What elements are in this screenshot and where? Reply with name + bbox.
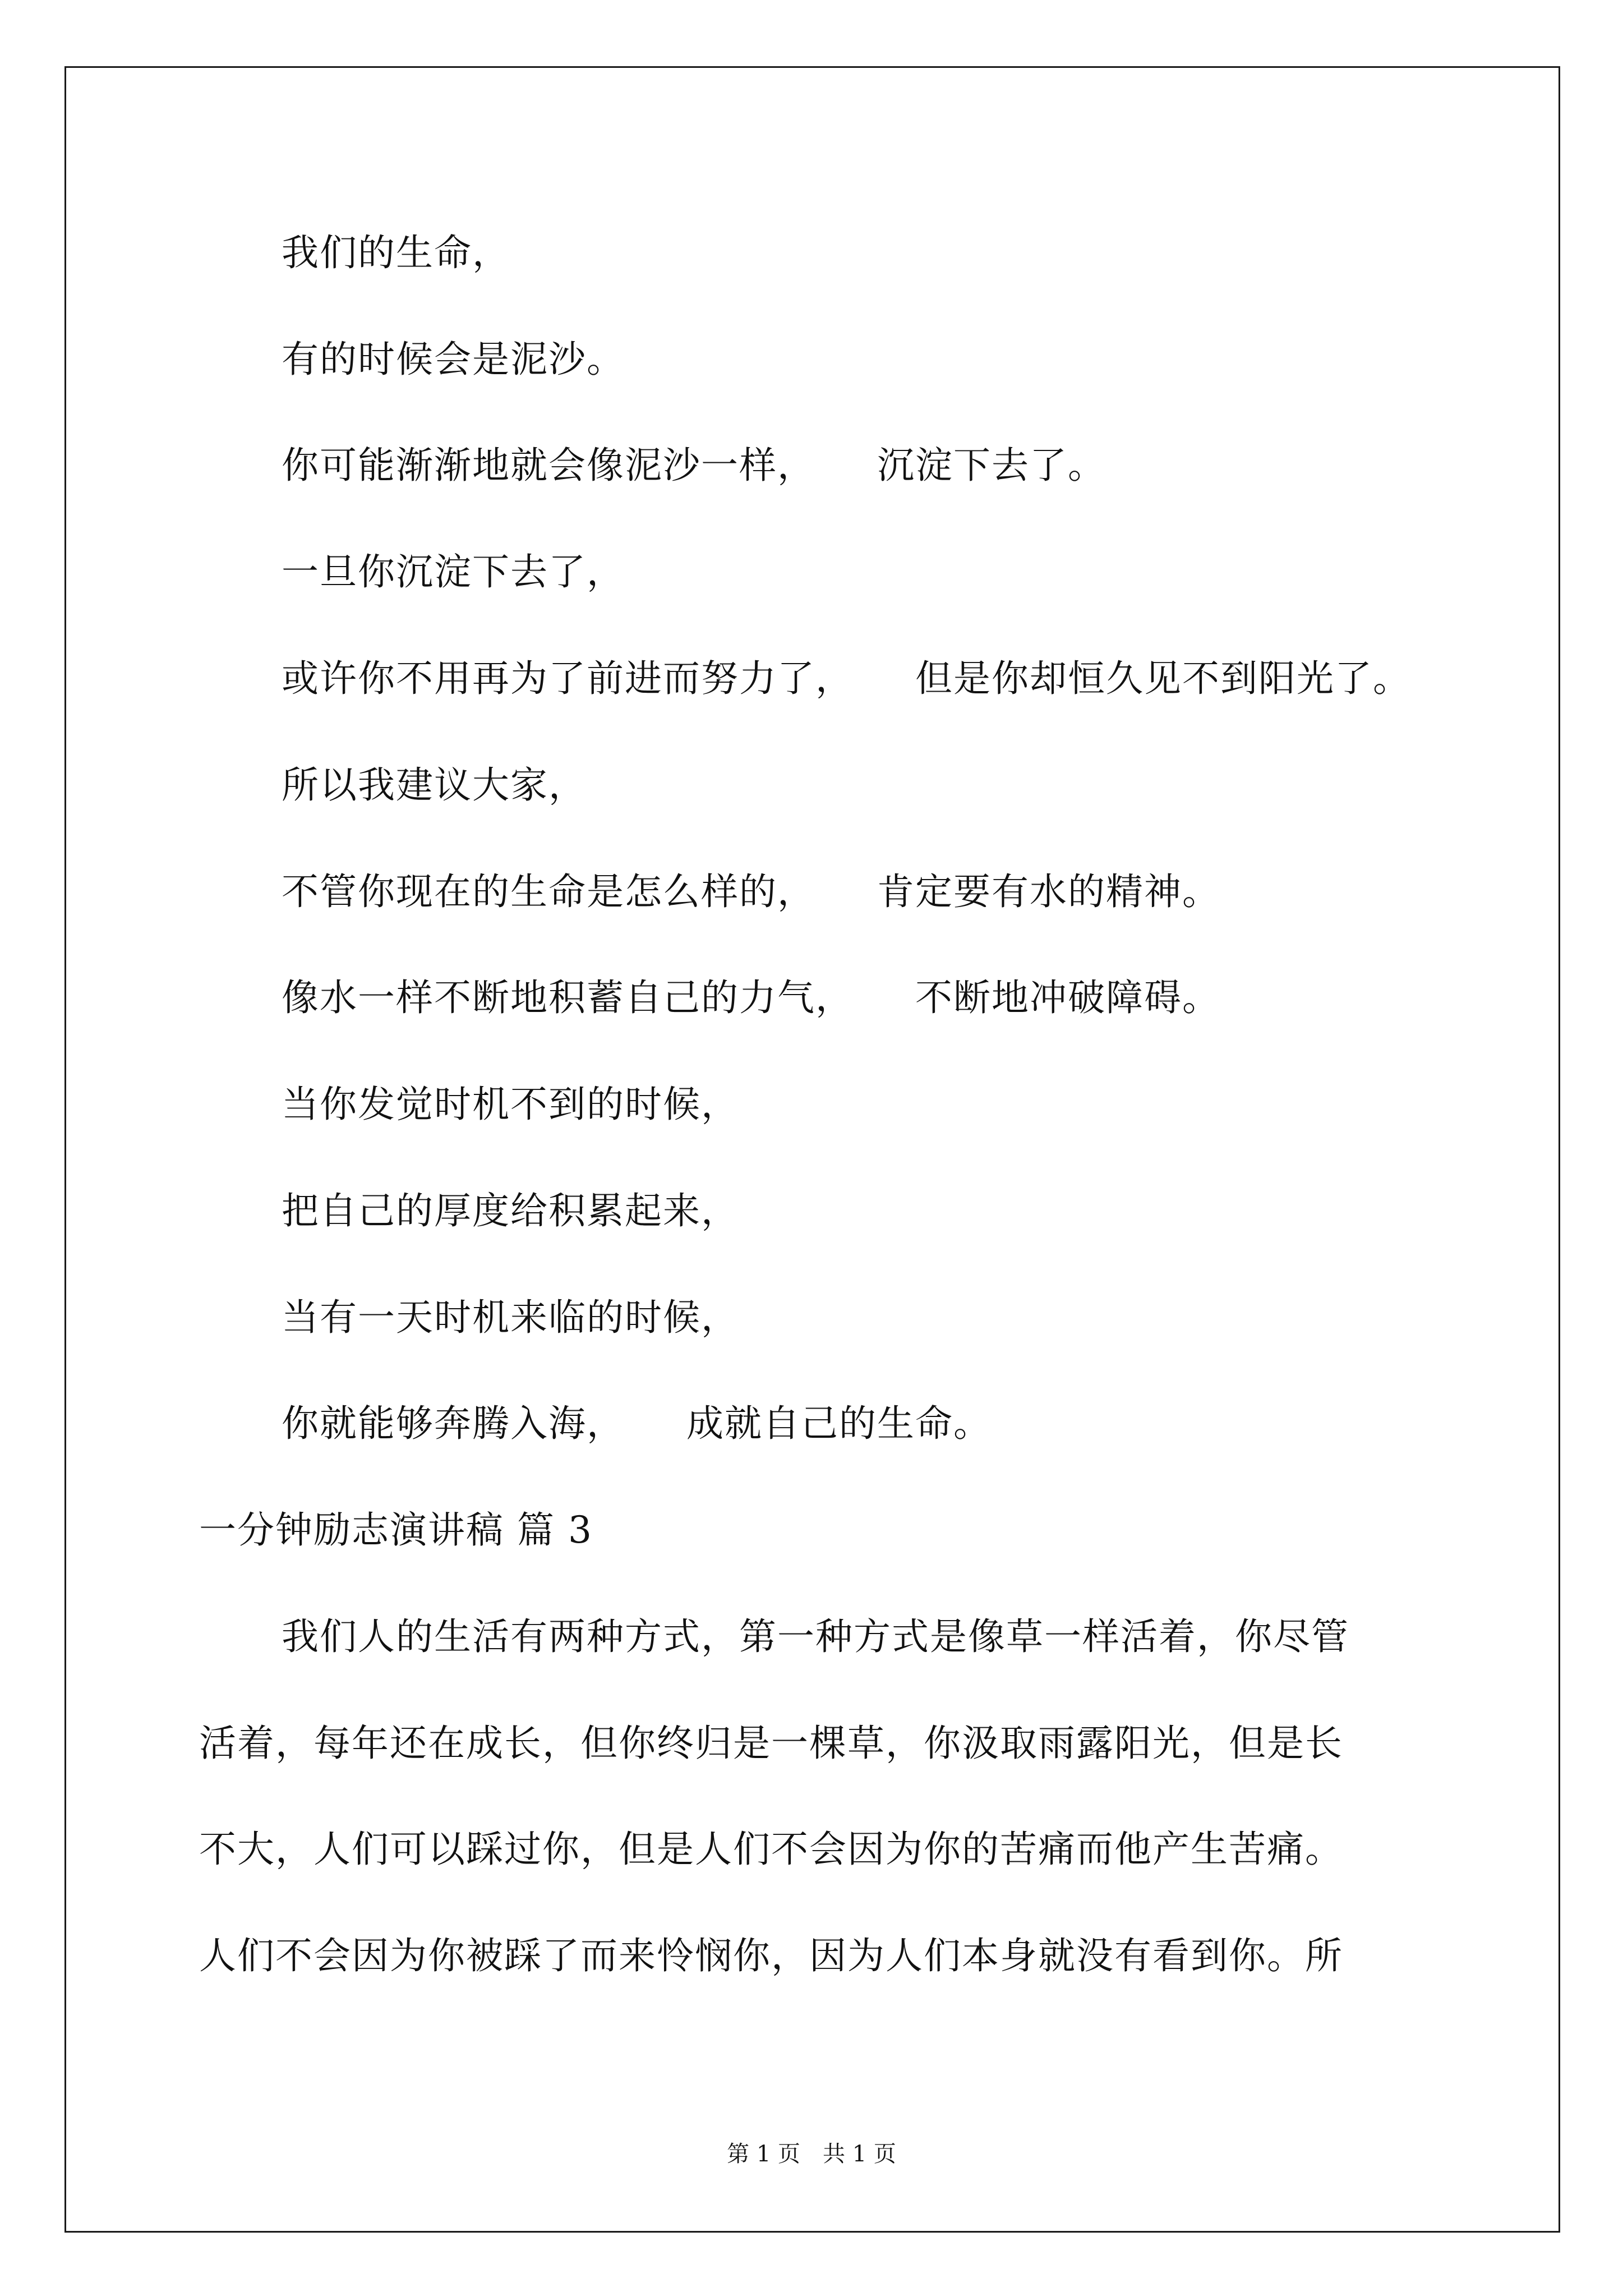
paragraph-line: 我们人的生活有两种方式，第一种方式是像草一样活着，你尽管 [282,1615,1349,1658]
text-segment: 或许你不用再为了前进而努力了， [282,657,854,700]
text-line [282,1189,739,1232]
text-segment: 有的时候会是泥沙。 [282,338,625,381]
text-line [282,550,625,593]
page-frame [64,66,1560,2233]
text-segment: 当你发觉时机不到的时候， [282,1083,739,1126]
text-line [282,1083,739,1126]
paragraph-line: 人们不会因为你被踩了而来怜悯你，因为人们本身就没有看到你。所 [199,1934,1343,1977]
text-segment: 成就自己的生命。 [686,1402,992,1445]
page-number-footer: 第 1 页 共 1 页 [727,2141,896,2167]
text-segment: 但是你却恒久见不到阳光了。 [915,657,1411,700]
text-segment: 我们的生命， [282,231,510,274]
text-line [282,1296,739,1339]
paragraph-line: 不大，人们可以踩过你，但是人们不会因为你的苦痛而他产生苦痛。 [199,1828,1343,1871]
paragraph-line: 活着，每年还在成长，但你终归是一棵草，你汲取雨露阳光，但是长 [199,1722,1343,1765]
text-line [282,870,1220,913]
text-segment: 你就能够奔腾入海， [282,1402,625,1445]
text-segment: 不断地冲破障碍。 [915,976,1220,1019]
text-line [282,444,1106,487]
text-segment: 当有一天时机来临的时候， [282,1296,739,1339]
text-segment: 肯定要有水的精神。 [877,870,1220,913]
text-segment: 不管你现在的生命是怎么样的， [282,870,815,913]
text-segment: 一旦你沉淀下去了， [282,550,625,593]
text-segment: 所以我建议大家， [282,763,587,807]
section-heading: 一分钟励志演讲稿 篇 3 [199,1508,593,1552]
text-line [282,763,587,807]
text-segment: 沉淀下去了。 [877,444,1106,487]
text-segment: 你可能渐渐地就会像泥沙一样， [282,444,815,487]
text-line [282,231,510,274]
text-line [282,976,1220,1019]
text-line [282,1402,992,1445]
text-segment: 把自己的厚度给积累起来， [282,1189,739,1232]
text-line [282,338,625,381]
text-line [282,657,1411,700]
text-segment: 像水一样不断地积蓄自己的力气， [282,976,854,1019]
